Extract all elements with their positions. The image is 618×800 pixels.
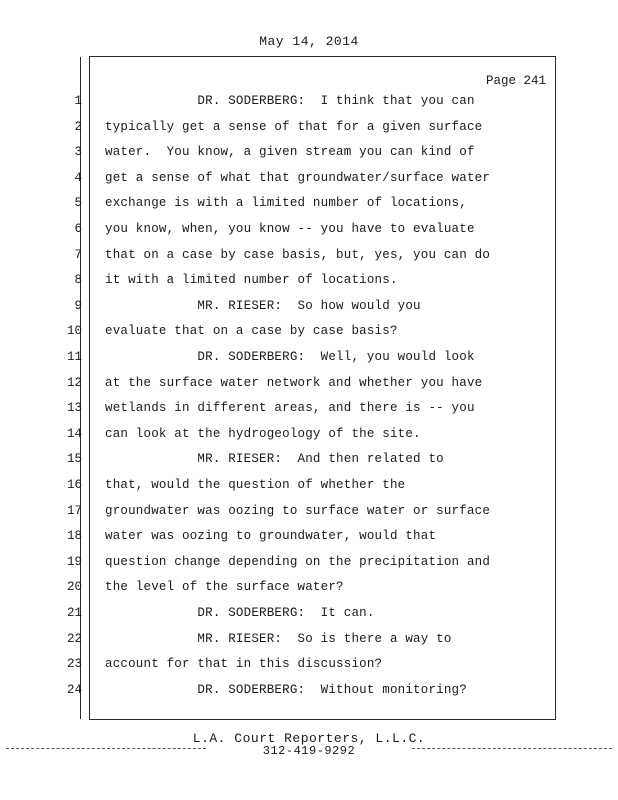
line-number: 16	[66, 478, 82, 492]
line-number: 10	[66, 324, 82, 338]
transcript-line: that on a case by case basis, but, yes, you can do	[105, 248, 491, 262]
reporter-company: L.A. Court Reporters, L.L.C.	[192, 731, 426, 746]
line-number: 18	[66, 529, 82, 543]
transcript-line: MR. RIESER: So is there a way to	[105, 632, 452, 646]
line-number: 24	[66, 683, 82, 697]
line-number: 5	[74, 196, 82, 210]
transcript-line: DR. SODERBERG: It can.	[105, 606, 375, 620]
transcript-line: DR. SODERBERG: Well, you would look	[105, 350, 475, 364]
line-number: 2	[74, 120, 82, 134]
transcript-line: water. You know, a given stream you can kind of	[105, 145, 475, 159]
line-number: 8	[74, 273, 82, 287]
transcript-line: you know, when, you know -- you have to evaluate	[105, 222, 475, 236]
line-number: 12	[66, 376, 82, 390]
line-number: 6	[74, 222, 82, 236]
line-number: 13	[66, 401, 82, 415]
transcript-line: MR. RIESER: And then related to	[105, 452, 444, 466]
transcript-line: groundwater was oozing to surface water or surface	[105, 504, 491, 518]
transcript-line: exchange is with a limited number of locations,	[105, 196, 467, 210]
transcript-line: typically get a sense of that for a given surface	[105, 120, 483, 134]
transcript-line: DR. SODERBERG: I think that you can	[105, 94, 475, 108]
line-number: 9	[74, 299, 82, 313]
line-number: 1	[74, 94, 82, 108]
transcript-line: get a sense of what that groundwater/surface water	[105, 171, 491, 185]
line-number: 23	[66, 657, 82, 671]
transcript-line: wetlands in different areas, and there is -- you	[105, 401, 475, 415]
transcript-line: water was oozing to groundwater, would that	[105, 529, 437, 543]
line-number: 19	[66, 555, 82, 569]
transcript-line: question change depending on the precipitation and	[105, 555, 491, 569]
line-number: 11	[66, 350, 82, 364]
line-number: 14	[66, 427, 82, 441]
line-number: 21	[66, 606, 82, 620]
transcript-line: account for that in this discussion?	[105, 657, 383, 671]
line-number: 3	[74, 145, 82, 159]
line-number: 15	[66, 452, 82, 466]
transcript-line: it with a limited number of locations.	[105, 273, 398, 287]
transcript-line: MR. RIESER: So how would you	[105, 299, 421, 313]
transcript-line: can look at the hydrogeology of the site.	[105, 427, 421, 441]
line-number: 17	[66, 504, 82, 518]
line-number: 22	[66, 632, 82, 646]
transcript-line: that, would the question of whether the	[105, 478, 406, 492]
transcript-line: evaluate that on a case by case basis?	[105, 324, 398, 338]
transcript-line: the level of the surface water?	[105, 580, 344, 594]
page-number: Page 241	[485, 74, 546, 88]
transcript-line: at the surface water network and whether you have	[105, 376, 483, 390]
line-number: 7	[74, 248, 82, 262]
transcript-line: DR. SODERBERG: Without monitoring?	[105, 683, 467, 697]
line-number: 20	[66, 580, 82, 594]
line-number: 4	[74, 171, 82, 185]
transcript-date: May 14, 2014	[259, 34, 359, 49]
reporter-phone: 312-419-9292	[262, 744, 356, 758]
